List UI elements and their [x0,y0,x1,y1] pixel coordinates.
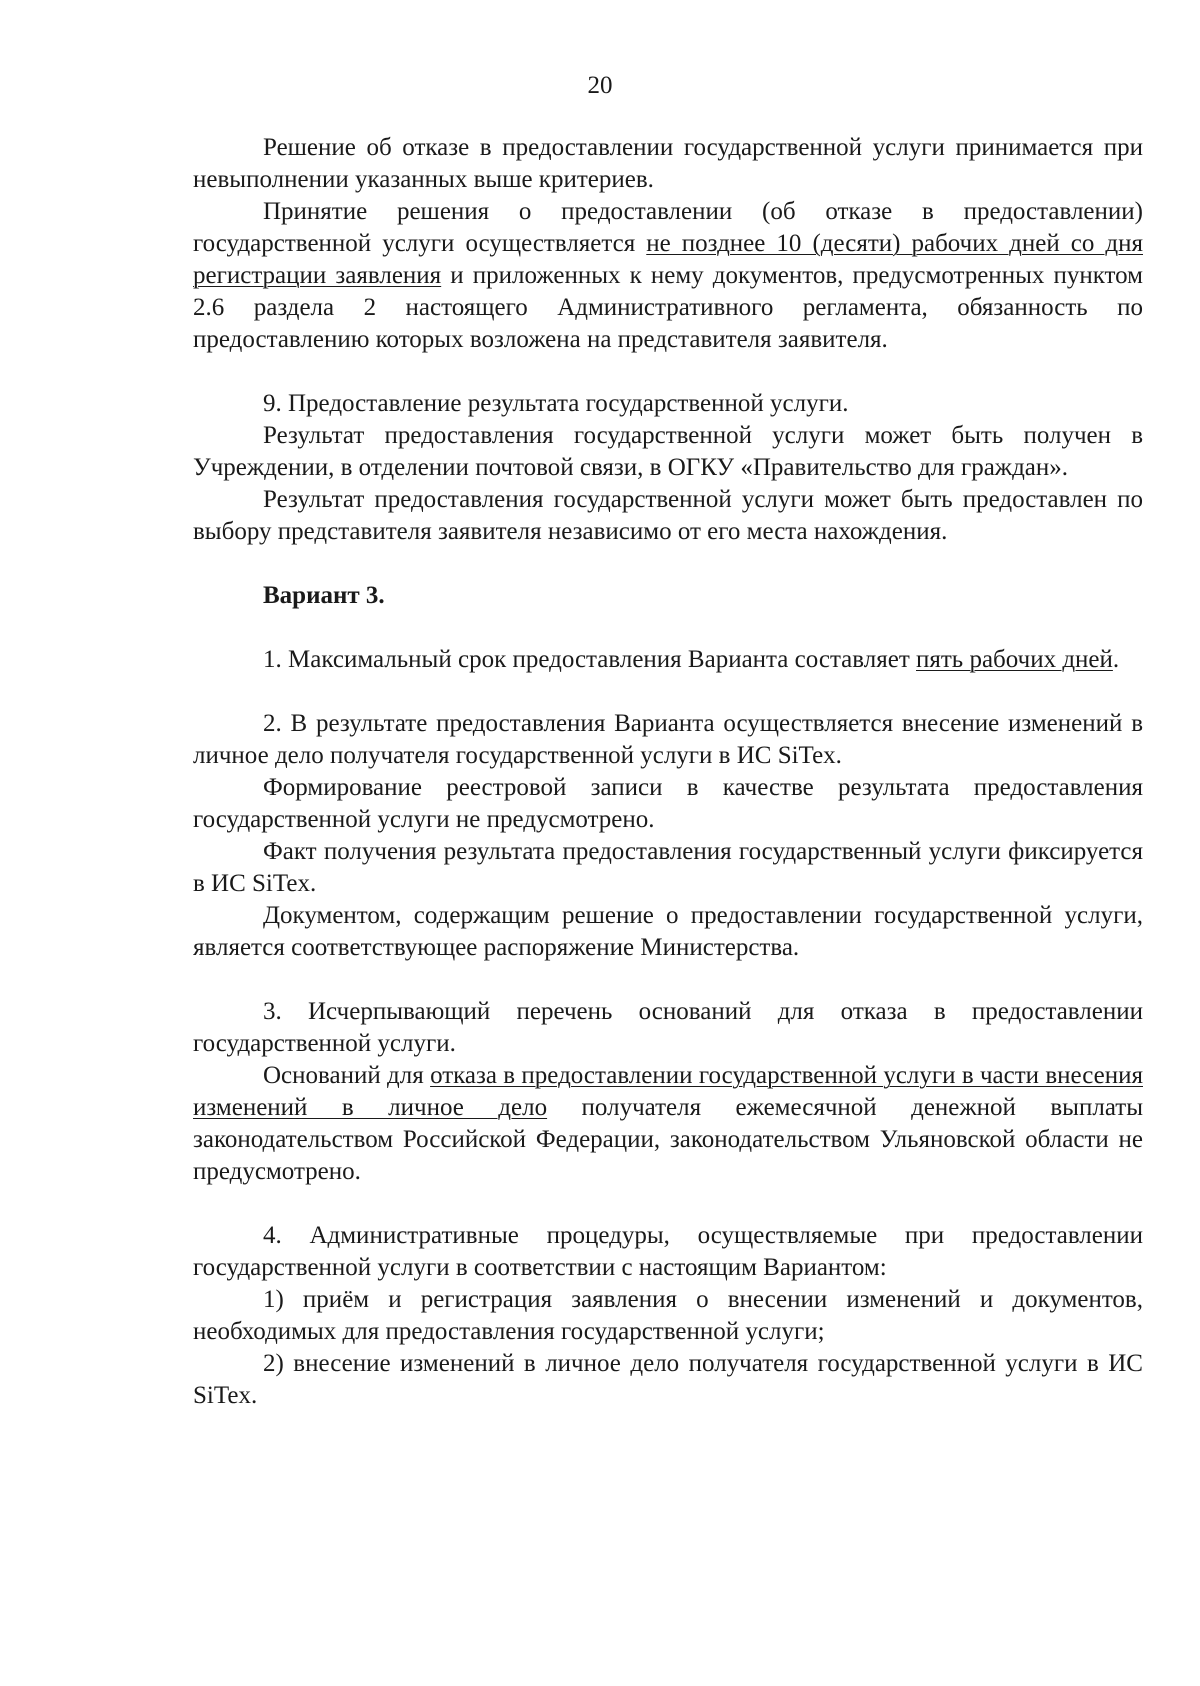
text-segment: . [1112,646,1120,673]
text-segment: получателя ежемесячной денежной выплаты законодательством Российской Федерации, законодательством Ульяновской области не предусмотрено. [193,1094,1143,1185]
underlined-text: отказа в предоставлении государственной услуги в части внесения изменений в личное дело [193,1062,1143,1121]
paragraph [193,1060,1143,1188]
section-heading [193,580,1143,612]
text-segment: Принятие решения о предоставлении (об отказе в предоставлении) государственной услуги осуществляется [193,198,1143,257]
text-segment: 1. Максимальный срок предоставления Варианта составляет [263,646,916,673]
paragraph [193,772,1143,836]
paragraph [193,996,1143,1060]
text-segment: 4. Административные процедуры, осуществляемые при предоставлении государственной услуги в соответствии с настоящим Вариантом: [193,1222,1143,1281]
text-segment: 9. Предоставление результата государственной услуги. [263,390,849,417]
text-segment: 1) приём и регистрация заявления о внесении изменений и документов, необходимых для предоставления государственной услуги; [193,1286,1143,1345]
text-segment: Факт получения результата предоставления государственный услуги фиксируется в ИС SiTex. [193,838,1143,897]
paragraph [193,132,1143,196]
underlined-text: не позднее 10 (десяти) рабочих дней со дня регистрации заявления [193,230,1143,289]
document-body [193,132,1143,1412]
text-segment: Формирование реестровой записи в качестве результата предоставления государственной услуги не предусмотрено. [193,774,1143,833]
paragraph [193,196,1143,356]
paragraph [193,1284,1143,1348]
text-segment: Документом, содержащим решение о предоставлении государственной услуги, является соответствующее распоряжение Министерства. [193,902,1143,961]
paragraph [193,708,1143,772]
paragraph [193,420,1143,484]
paragraph [193,484,1143,548]
text-segment: Вариант 3. [263,582,385,609]
paragraph [193,1220,1143,1284]
underlined-text: пять рабочих дней [916,646,1113,673]
text-segment: Результат предоставления государственной услуги может быть получен в Учреждении, в отделении почтовой связи, в ОГКУ «Правительство для граждан». [193,422,1143,481]
text-segment: и приложенных к нему документов, предусмотренных пунктом 2.6 раздела 2 настоящего Административного регламента, обязанность по предоставлению которых возложена на представителя заявителя. [193,262,1143,353]
paragraph [193,388,1143,420]
text-segment: 3. Исчерпывающий перечень оснований для отказа в предоставлении государственной услуги. [193,998,1143,1057]
paragraph [193,836,1143,900]
text-segment: Решение об отказе в предоставлении государственной услуги принимается при невыполнении указанных выше критериев. [193,134,1143,193]
text-segment: Результат предоставления государственной услуги может быть предоставлен по выбору представителя заявителя независимо от его места нахождения. [193,486,1143,545]
paragraph [193,1348,1143,1412]
page-number: 20 [587,72,613,99]
text-segment: Оснований для [263,1062,431,1089]
text-segment: 2. В результате предоставления Варианта осуществляется внесение изменений в личное дело получателя государственной услуги в ИС SiTex. [193,710,1143,769]
paragraph [193,644,1143,676]
text-segment: 2) внесение изменений в личное дело получателя государственной услуги в ИС SiTex. [193,1350,1143,1409]
paragraph [193,900,1143,964]
